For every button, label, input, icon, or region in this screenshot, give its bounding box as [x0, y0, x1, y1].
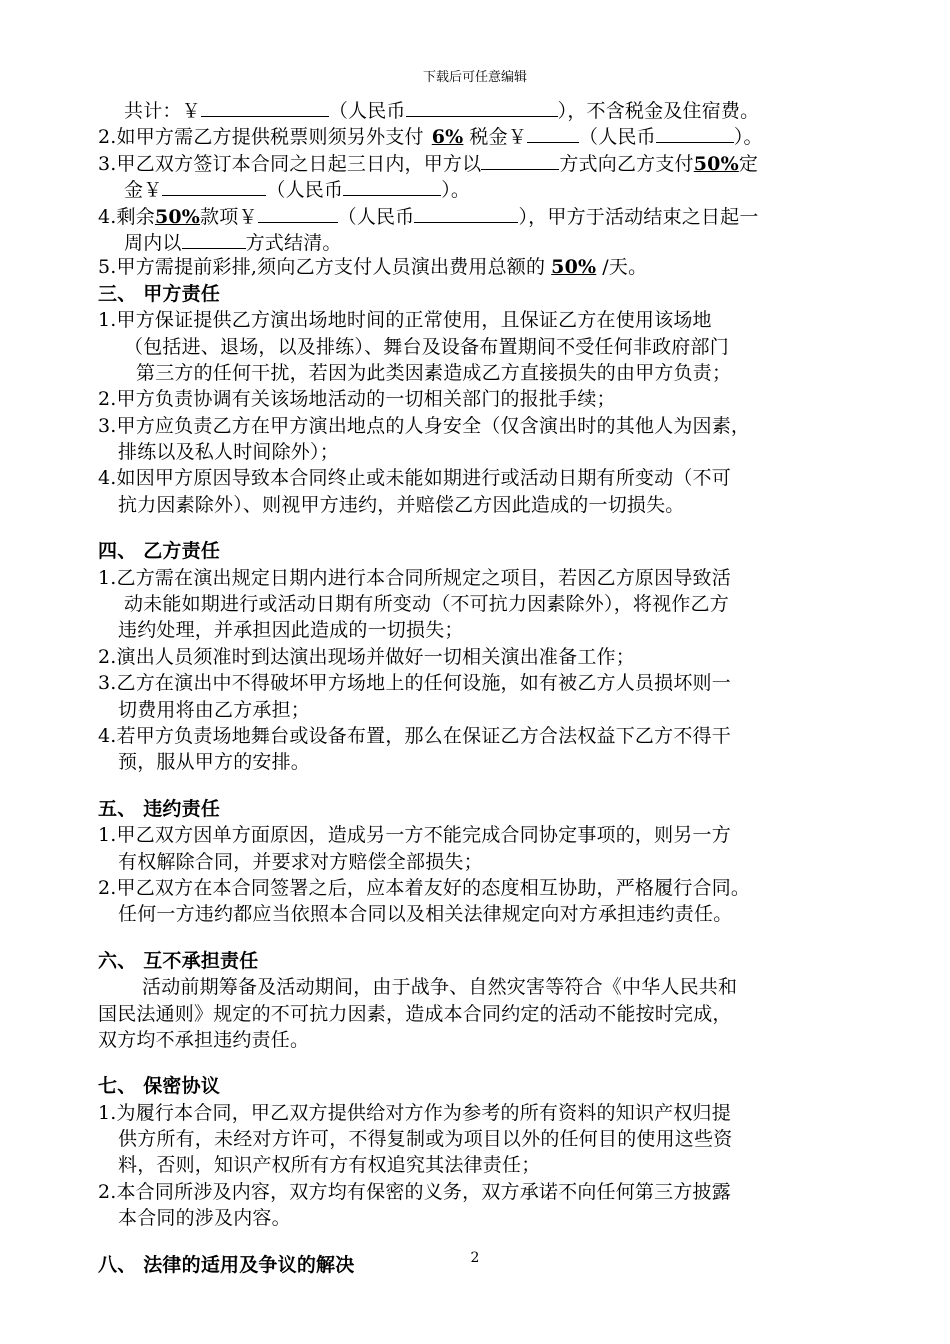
balance-method-blank[interactable] — [182, 228, 246, 249]
force-majeure-text: 活动前期筹备及活动期间，由于战争、自然灾害等符合《中华人民共和 — [142, 976, 738, 999]
party-a-clause-1-cont: （包括进、退场，以及排练）、舞台及设备布置期间不受任何非政府部门 — [124, 335, 729, 358]
confidentiality-clause-1-cont: 料，否则，知识产权所有方有权追究其法律责任； — [118, 1154, 541, 1177]
total-line: 共计：￥ （人民币 ），不含税金及住宿费。 — [98, 96, 858, 122]
party-a-clause-1-cont: 第三方的任何干扰，若因为此类因素造成乙方直接损失的由甲方负责； — [136, 361, 732, 384]
page-header: 下载后可任意编辑 — [422, 70, 527, 85]
rehearsal-rate: 50% — [551, 256, 597, 279]
tax-rmb-blank[interactable] — [656, 122, 734, 143]
confidentiality-clause-1-cont: 供方所有，未经对方许可，不得复制或为项目以外的任何目的使用这些资 — [118, 1128, 733, 1151]
total-rmb-blank[interactable] — [406, 96, 558, 117]
total-amount-blank[interactable] — [201, 96, 329, 117]
party-a-clause-3-cont: 排练以及私人时间除外）； — [118, 441, 339, 464]
party-a-clause-4: 4.如因甲方原因导致本合同终止或未能如期进行或活动日期有所变动（不可 — [98, 467, 731, 490]
section-title-confidentiality: 七、 保密协议 — [98, 1075, 221, 1098]
party-b-clause-1-cont: 违约处理，并承担因此造成的一切损失； — [118, 619, 464, 642]
party-b-clause-4-cont: 预，服从甲方的安排。 — [118, 751, 311, 774]
breach-clause-1: 1.甲乙双方因单方面原因，造成另一方不能完成合同协定事项的，则另一方 — [98, 824, 731, 847]
party-a-clause-2: 2.甲方负责协调有关该场地活动的一切相关部门的报批手续； — [98, 388, 616, 411]
party-b-clause-1-cont: 动未能如期进行或活动日期有所变动（不可抗力因素除外），将视作乙方 — [124, 593, 729, 616]
deposit-method-blank[interactable] — [481, 149, 559, 170]
section-title-party-a: 三、 甲方责任 — [98, 282, 221, 305]
clause-balance: 4.剩余50%款项￥ （人民币 ），甲方于活动结束之日起一 — [98, 202, 858, 228]
party-b-clause-4: 4.若甲方负责场地舞台或设备布置，那么在保证乙方合法权益下乙方不得干 — [98, 724, 731, 747]
confidentiality-clause-2-cont: 本合同的涉及内容。 — [118, 1207, 291, 1230]
confidentiality-clause-2: 2.本合同所涉及内容，双方均有保密的义务，双方承诺不向任何第三方披露 — [98, 1180, 731, 1203]
force-majeure-text-cont: 双方均不承担违约责任。 — [98, 1028, 310, 1051]
section-title-law: 八、 法律的适用及争议的解决 — [98, 1253, 355, 1276]
section-title-force-majeure: 六、 互不承担责任 — [98, 949, 259, 972]
page-number: 2 — [470, 1250, 480, 1266]
tax-amount-blank[interactable] — [527, 122, 579, 143]
section-title-party-b: 四、 乙方责任 — [98, 540, 221, 563]
clause-deposit-cont: 金￥ （人民币 ）。 — [98, 175, 858, 201]
deposit-amount-blank[interactable] — [162, 175, 266, 196]
clause-deposit: 3.甲乙双方签订本合同之日起三日内，甲方以 方式向乙方支付50%定 — [98, 149, 858, 175]
party-b-clause-3-cont: 切费用将由乙方承担； — [118, 698, 311, 721]
balance-amount-blank[interactable] — [258, 202, 338, 223]
party-b-clause-1: 1.乙方需在演出规定日期内进行本合同所规定之项目，若因乙方原因导致活 — [98, 566, 731, 589]
tax-rate: 6% — [431, 126, 464, 149]
balance-rmb-blank[interactable] — [414, 202, 518, 223]
confidentiality-clause-1: 1.为履行本合同，甲乙双方提供给对方作为参考的所有资料的知识产权归提 — [98, 1101, 731, 1124]
breach-clause-1-cont: 有权解除合同，并要求对方赔偿全部损失； — [118, 850, 483, 873]
party-a-clause-4-cont: 抗力因素除外）、则视甲方违约，并赔偿乙方因此造成的一切损失。 — [118, 493, 685, 516]
party-a-clause-3: 3.甲方应负责乙方在甲方演出地点的人身安全（仅含演出时的其他人为因素， — [98, 414, 751, 437]
party-b-clause-2: 2.演出人员须准时到达演出现场并做好一切相关演出准备工作； — [98, 645, 635, 668]
section-title-breach: 五、 违约责任 — [98, 797, 221, 820]
contract-body — [98, 96, 858, 1278]
deposit-rmb-blank[interactable] — [343, 175, 441, 196]
party-b-clause-3: 3.乙方在演出中不得破坏甲方场地上的任何设施，如有被乙方人员损坏则一 — [98, 672, 731, 695]
breach-clause-2-cont: 任何一方违约都应当依照本合同以及相关法律规定向对方承担违约责任。 — [118, 903, 733, 926]
clause-tax: 2.如甲方需乙方提供税票则须另外支付 6% 税金￥ （人民币 ）。 — [98, 122, 858, 148]
balance-rate: 50% — [154, 205, 201, 228]
party-a-clause-1: 1.甲方保证提供乙方演出场地时间的正常使用，且保证乙方在使用该场地 — [98, 309, 712, 332]
clause-balance-cont: 周内以 方式结清。 — [98, 228, 858, 254]
deposit-rate: 50% — [693, 152, 739, 175]
clause-rehearsal: 5.甲方需提前彩排,须向乙方支付人员演出费用总额的 50% /天。 — [98, 256, 648, 279]
force-majeure-text-cont: 国民法通则》规定的不可抗力因素，造成本合同约定的活动不能按时完成， — [98, 1002, 732, 1025]
breach-clause-2: 2.甲乙双方在本合同签署之后，应本着友好的态度相互协助，严格履行合同。 — [98, 876, 751, 899]
